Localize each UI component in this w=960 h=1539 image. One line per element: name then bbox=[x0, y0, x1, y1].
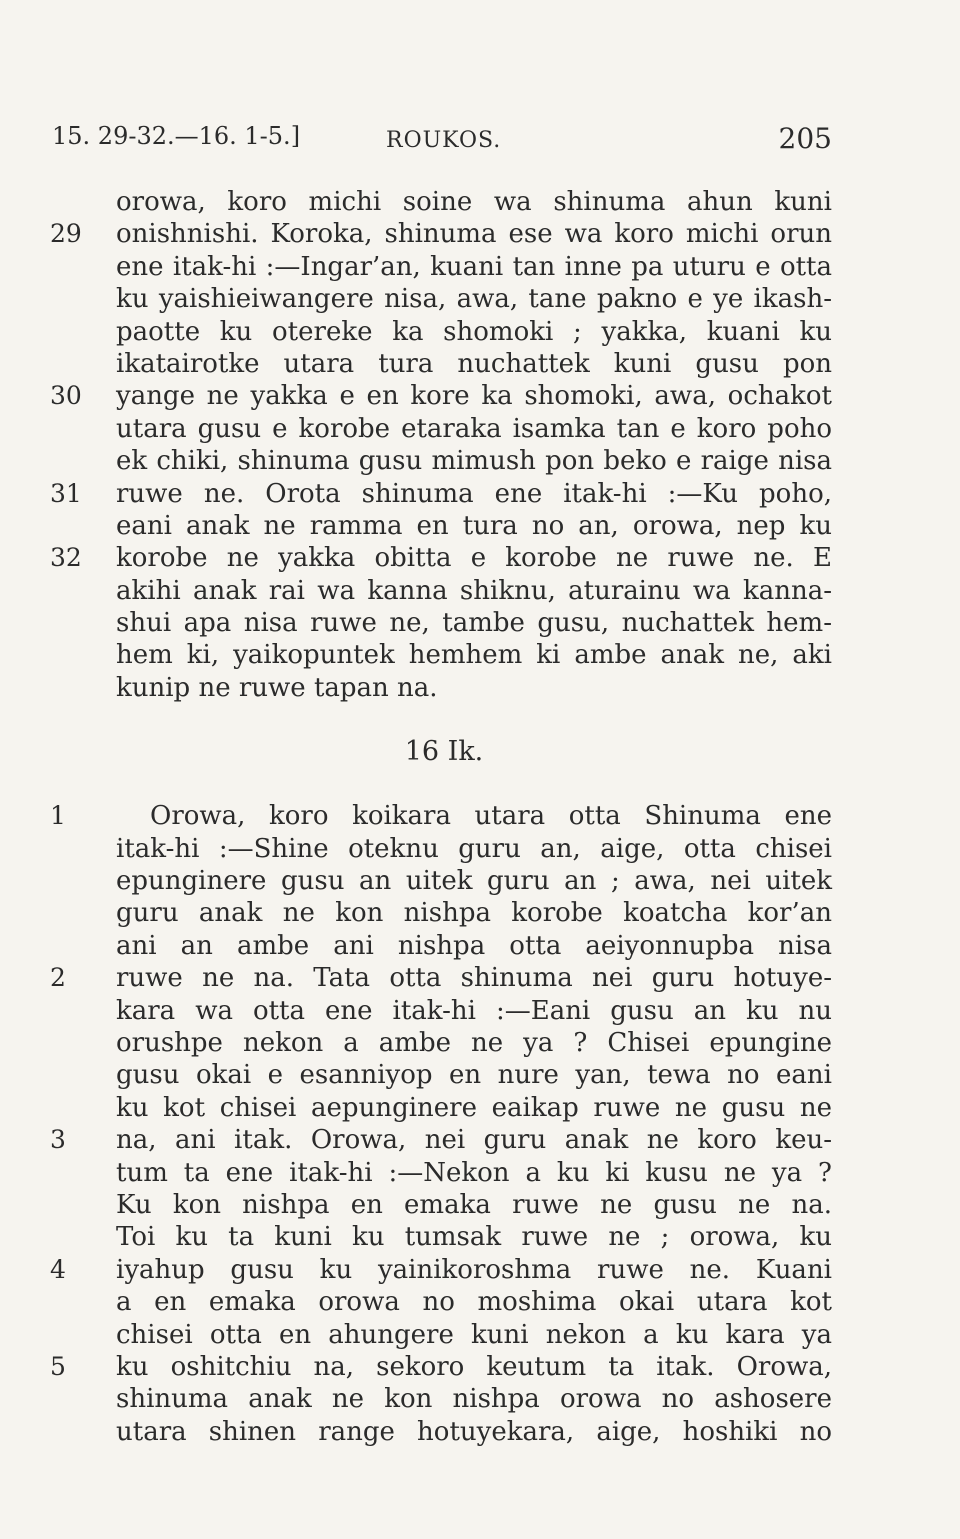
text-line bbox=[0, 478, 960, 510]
running-header bbox=[52, 118, 832, 158]
line-text: Orowa, koro koikara utara otta Shinuma ene bbox=[150, 801, 832, 832]
verse-number: 32 bbox=[50, 543, 82, 573]
line-text: onishnishi. Koroka, shinuma ese wa koro michi orun bbox=[116, 219, 832, 250]
text-line bbox=[0, 833, 960, 865]
text-line bbox=[0, 1124, 960, 1156]
text-line bbox=[0, 897, 960, 929]
line-text: ikatairotke utara tura nuchattek kuni gusu pon bbox=[116, 348, 832, 379]
line-text: guru anak ne kon nishpa korobe koatcha kor’an bbox=[116, 898, 832, 929]
line-text: paotte ku otereke ka shomoki ; yakka, kuani ku bbox=[116, 316, 832, 347]
verse-number: 1 bbox=[50, 801, 66, 831]
line-text: orowa, koro michi soine wa shinuma ahun kuni bbox=[116, 187, 832, 217]
line-text: ruwe ne. Orota shinuma ene itak-hi :—Ku poho, bbox=[116, 478, 832, 509]
text-line bbox=[0, 1157, 960, 1189]
text-line bbox=[0, 800, 960, 832]
line-text: a en emaka orowa no moshima okai utara kot bbox=[116, 1287, 832, 1318]
text-line bbox=[0, 542, 960, 574]
line-text: Toi ku ta kuni ku tumsak ruwe ne ; orowa, ku bbox=[116, 1222, 832, 1253]
line-text: chisei otta en ahungere kuni nekon a ku kara ya bbox=[116, 1319, 832, 1350]
line-text: iyahup gusu ku yainikoroshma ruwe ne. Kuani bbox=[116, 1254, 832, 1285]
line-text: utara shinen range hotuyekara, aige, hoshiki no bbox=[116, 1416, 832, 1447]
line-text: ku kot chisei aepunginere eaikap ruwe ne gusu ne bbox=[116, 1092, 832, 1123]
line-text: epunginere gusu an uitek guru an ; awa, nei uitek bbox=[116, 866, 832, 897]
line-text: na, ani itak. Orowa, nei guru anak ne koro keu- bbox=[116, 1125, 832, 1156]
text-line bbox=[0, 639, 960, 671]
line-text: kunip ne ruwe tapan na. bbox=[116, 672, 438, 703]
line-text: eani anak ne ramma en tura no an, orowa, nep ku bbox=[116, 510, 832, 541]
text-line bbox=[0, 445, 960, 477]
running-title: ROUKOS. bbox=[386, 128, 502, 153]
chapter-15-text bbox=[0, 186, 960, 704]
line-text: hem ki, yaikopuntek hemhem ki ambe anak ne, aki bbox=[116, 640, 832, 671]
line-text: tum ta ene itak-hi :—Nekon a ku ki kusu ne ya ? bbox=[116, 1157, 832, 1188]
chapter-16-text bbox=[0, 800, 960, 1448]
text-line bbox=[0, 1059, 960, 1091]
text-line bbox=[0, 1351, 960, 1383]
text-line bbox=[0, 995, 960, 1027]
line-text: ene itak-hi :—Ingar’an, kuani tan inne pa uturu e otta bbox=[116, 251, 832, 282]
chapter-heading bbox=[0, 704, 960, 800]
text-line bbox=[0, 380, 960, 412]
text-line bbox=[0, 1092, 960, 1124]
text-body bbox=[0, 186, 960, 1448]
text-line bbox=[0, 218, 960, 250]
text-line bbox=[0, 930, 960, 962]
text-line bbox=[0, 1189, 960, 1221]
line-text: ek chiki, shinuma gusu mimush pon beko e raige nisa bbox=[116, 446, 832, 477]
verse-number: 4 bbox=[50, 1254, 66, 1284]
verse-number: 3 bbox=[50, 1125, 66, 1155]
text-line bbox=[0, 575, 960, 607]
verse-number: 5 bbox=[50, 1351, 66, 1381]
text-line bbox=[0, 316, 960, 348]
text-line bbox=[0, 1254, 960, 1286]
text-line bbox=[0, 1319, 960, 1351]
line-text: kara wa otta ene itak-hi :—Eani gusu an ku nu bbox=[116, 995, 832, 1026]
line-text: ku yaishieiwangere nisa, awa, tane pakno e ye ikash- bbox=[116, 284, 832, 315]
line-text: ruwe ne na. Tata otta shinuma nei guru hotuye- bbox=[116, 963, 832, 994]
text-line bbox=[0, 607, 960, 639]
text-line bbox=[0, 186, 960, 218]
text-line bbox=[0, 962, 960, 994]
line-text: gusu okai e esanniyop en nure yan, tewa no eani bbox=[116, 1060, 832, 1091]
line-text: shinuma anak ne kon nishpa orowa no ashosere bbox=[116, 1384, 832, 1415]
line-text: itak-hi :—Shine oteknu guru an, aige, otta chisei bbox=[116, 833, 832, 864]
text-line bbox=[0, 510, 960, 542]
line-text: shui apa nisa ruwe ne, tambe gusu, nuchattek hem- bbox=[116, 608, 832, 639]
text-line bbox=[0, 1416, 960, 1448]
chapter-verse-reference: 15. 29-32.—16. 1-5.] bbox=[52, 122, 301, 150]
chapter-16-heading: 16 Ik. bbox=[404, 736, 484, 768]
line-text: utara gusu e korobe etaraka isamka tan e koro poho bbox=[116, 413, 832, 444]
line-text: Ku kon nishpa en emaka ruwe ne gusu ne na. bbox=[116, 1189, 832, 1220]
verse-number: 30 bbox=[50, 381, 82, 411]
verse-number: 29 bbox=[50, 219, 82, 249]
verse-number: 2 bbox=[50, 963, 66, 993]
text-line bbox=[0, 348, 960, 380]
line-text: korobe ne yakka obitta e korobe ne ruwe ne. E bbox=[116, 543, 832, 574]
line-text: yange ne yakka e en kore ka shomoki, awa, ochakot bbox=[116, 381, 832, 412]
line-text: orushpe nekon a ambe ne ya ? Chisei epungine bbox=[116, 1027, 832, 1058]
text-line bbox=[0, 1027, 960, 1059]
line-text: akihi anak rai wa kanna shiknu, aturainu wa kanna- bbox=[116, 575, 832, 606]
text-line bbox=[0, 413, 960, 445]
text-line bbox=[0, 1383, 960, 1415]
page-number: 205 bbox=[778, 122, 832, 155]
text-line bbox=[0, 1221, 960, 1253]
line-text: ku oshitchiu na, sekoro keutum ta itak. Orowa, bbox=[116, 1351, 832, 1382]
line-text: ani an ambe ani nishpa otta aeiyonnupba nisa bbox=[116, 930, 832, 961]
verse-number: 31 bbox=[50, 478, 82, 508]
text-line bbox=[0, 865, 960, 897]
text-line bbox=[0, 283, 960, 315]
text-line bbox=[0, 1286, 960, 1318]
text-line bbox=[0, 251, 960, 283]
text-line bbox=[0, 672, 960, 704]
